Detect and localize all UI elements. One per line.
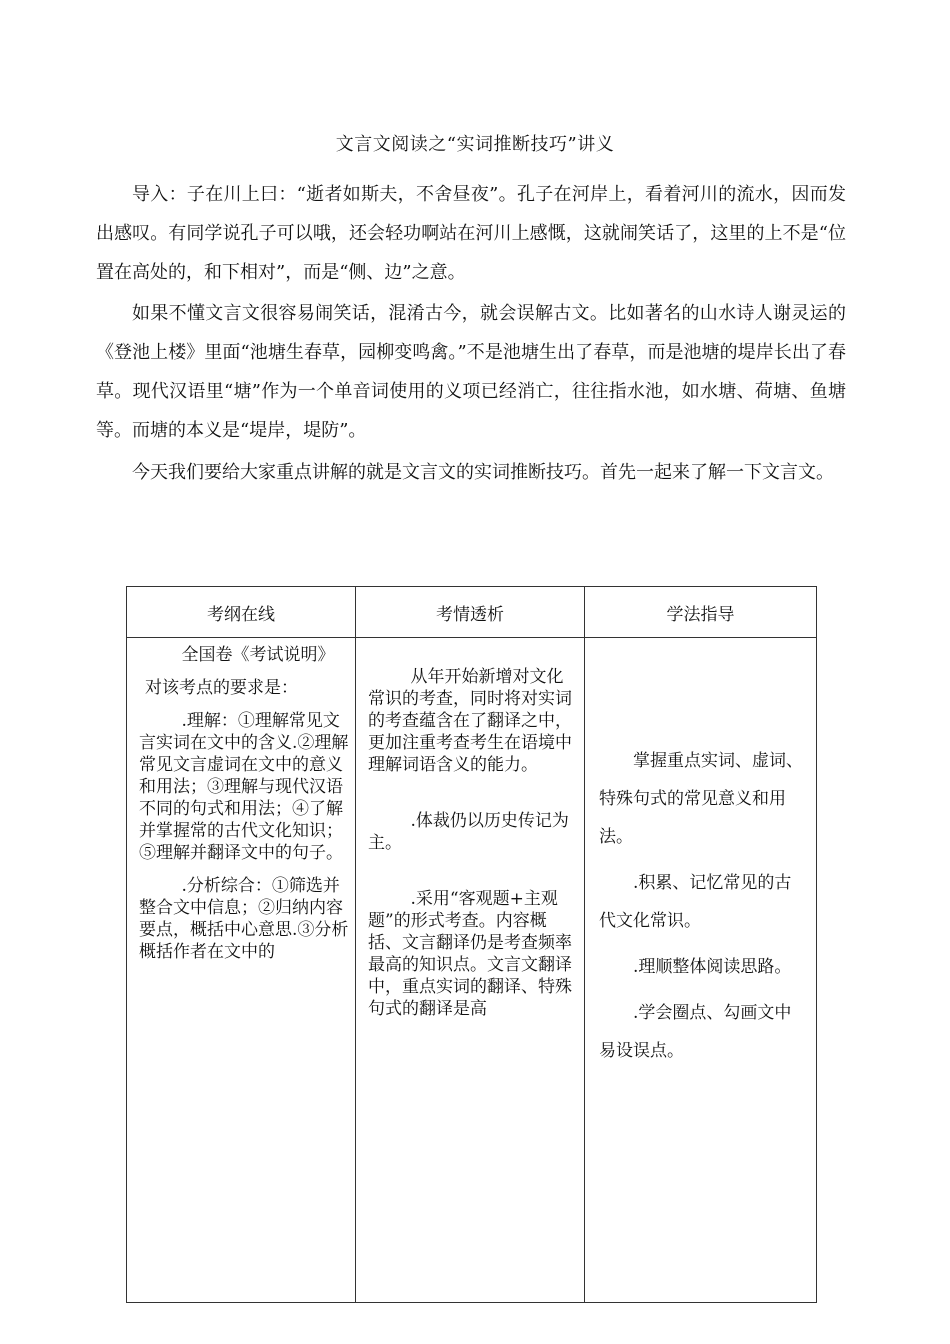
outline-line: 对该考点的要求是： [145,678,298,698]
header-exam-outline: 考纲在线 [127,587,356,638]
cell-study-guide [585,638,817,1303]
analysis-line: 从年开始新增对文化常识的考查，同时将对实词的考查蕴含在了翻译之中，更加注重考查考生在语境中理解词语含义的能力。 [368,667,572,775]
outline-line: 全国卷《考试说明》 [181,645,335,665]
header-exam-analysis: 考情透析 [356,587,585,638]
table-header-row [127,587,817,638]
transition-paragraph: 今天我们要给大家重点讲解的就是文言文的实词推断技巧。首先一起来了解一下文言文。 [132,462,834,483]
header-study-guide: 学法指导 [585,587,817,638]
outline-line: .理解：①理解常见文言实词在文中的含义.②理解常见文言虚词在文中的意义和用法；③理解与现代汉语不同的句式和用法；④了解并掌握常的古代文化知识；⑤理解并翻译文中的句子。 [139,711,349,863]
guide-line: 掌握重点实词、虚词、特殊句式的常见意义和用法。 [599,751,803,847]
guide-line: .学会圈点、勾画文中易设误点。 [599,1003,792,1061]
analysis-line: .采用“客观题+主观题”的形式考查。内容概括、文言翻译仍是考查频率最高的知识点。文言文翻译中，重点实词的翻译、特殊句式的翻译是高 [368,889,572,1019]
cell-exam-analysis [356,638,585,1303]
intro-paragraph: 导入：子在川上曰：“逝者如斯夫，不舍昼夜”。孔子在河岸上，看着河川的流水，因而发出感叹。有同学说孔子可以哦，还会轻功啊站在河川上感慨，这就闹笑话了，这里的上不是“位置在高处的，和下相对”，而是“侧、边”之意。 [96,184,846,283]
cell-exam-outline [127,638,356,1303]
analysis-line: .体裁仍以历史传记为主。 [368,811,569,853]
outline-line: .分析综合：①筛选并整合文中信息；②归纳内容要点，概括中心意思.③分析概括作者在文中的 [139,876,349,962]
example-paragraph: 如果不懂文言文很容易闹笑话，混淆古今，就会误解古文。比如著名的山水诗人谢灵运的《登池上楼》里面“池塘生春草，园柳变鸣禽。”不是池塘生出了春草，而是池塘的堤岸长出了春草。现代汉语里“塘”作为一个单音词使用的义项已经消亡，往往指水池，如水塘、荷塘、鱼塘等。而塘的本义是“堤岸，堤防”。 [96,303,846,441]
exam-outline-table [126,586,817,1303]
table-row [127,638,817,1303]
guide-line: .理顺整体阅读思路。 [633,957,792,977]
guide-line: .积累、记忆常见的古代文化常识。 [599,873,792,931]
document-title: 文言文阅读之“实词推断技巧”讲义 [335,134,615,155]
